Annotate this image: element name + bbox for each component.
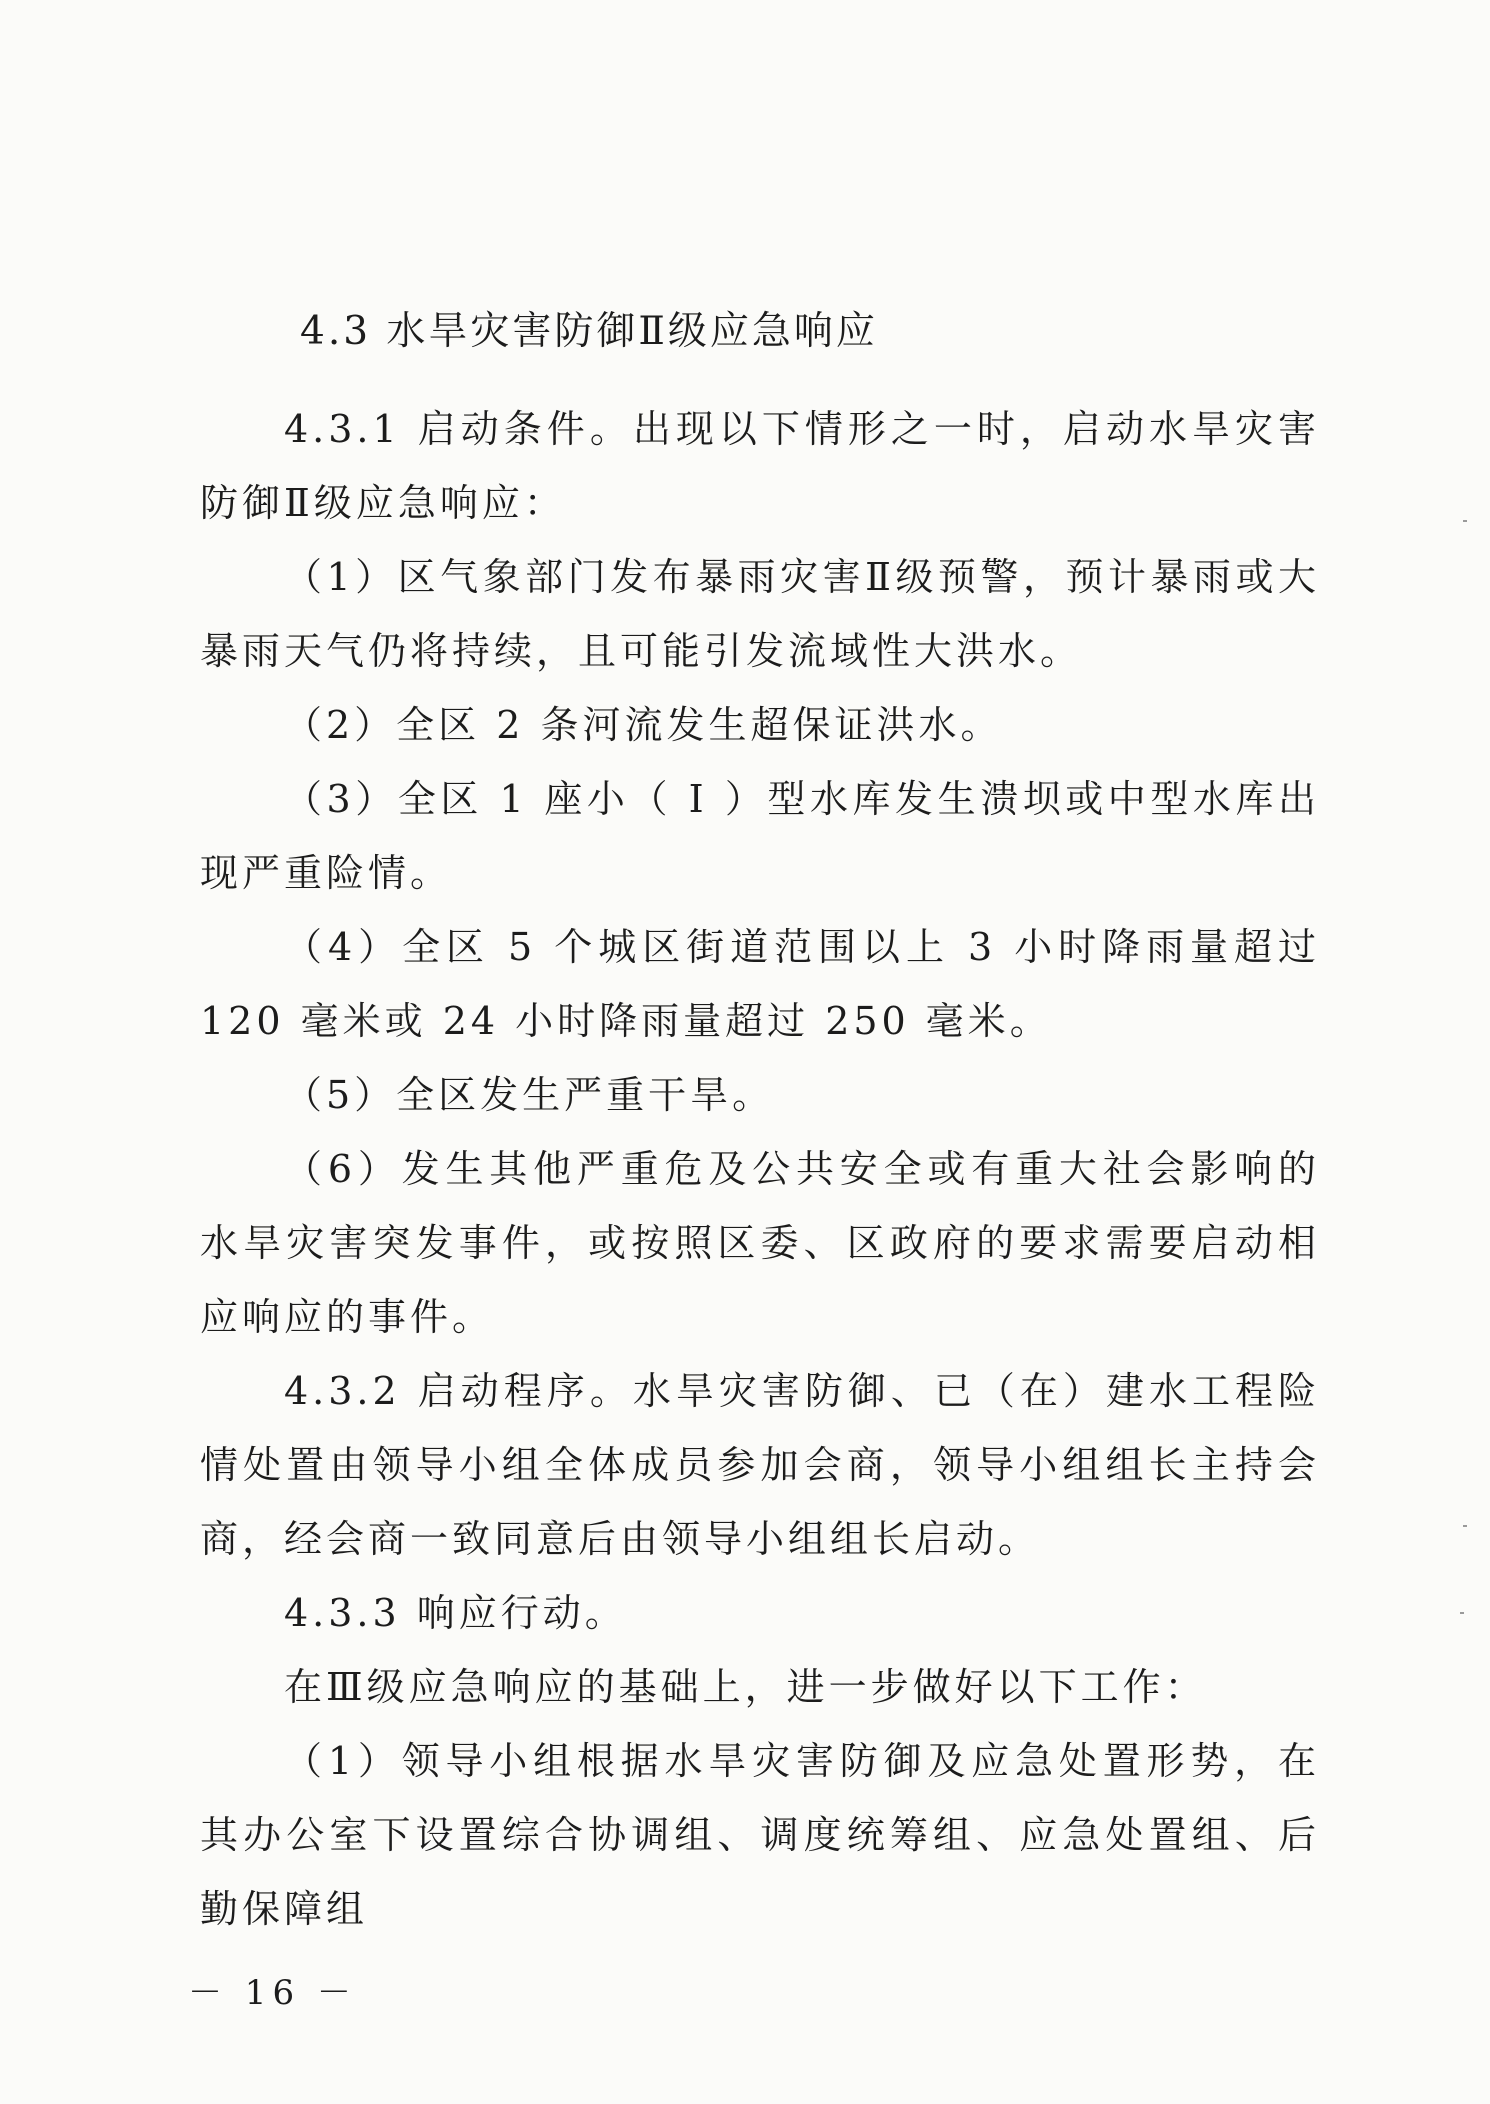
paragraph-condition-1: （1）区气象部门发布暴雨灾害Ⅱ级预警，预计暴雨或大暴雨天气仍将持续，且可能引发流域性大洪水。 (200, 555, 1320, 673)
paragraph-condition-6: （6）发生其他严重危及公共安全或有重大社会影响的水旱灾害突发事件，或按照区委、区政府的要求需要启动相应响应的事件。 (200, 1147, 1320, 1339)
paragraph-start-procedure: 4.3.2 启动程序。水旱灾害防御、已（在）建水工程险情处置由领导小组全体成员参加会商，领导小组组长主持会商，经会商一致同意后由领导小组组长启动。 (200, 1369, 1320, 1561)
paragraph-condition-3: （3）全区 1 座小（ Ⅰ ）型水库发生溃坝或中型水库出现严重险情。 (200, 777, 1320, 895)
paragraph-condition-2: （2）全区 2 条河流发生超保证洪水。 (284, 703, 1003, 747)
scan-speck (1463, 1525, 1467, 1527)
paragraph-response-actions: 4.3.3 响应行动。 (284, 1591, 627, 1635)
scan-speck (1460, 1612, 1464, 1614)
paragraph-condition-5: （5）全区发生严重干旱。 (284, 1073, 775, 1117)
scan-speck (1463, 520, 1467, 522)
paragraph-start-conditions: 4.3.1 启动条件。出现以下情形之一时，启动水旱灾害防御Ⅱ级应急响应： (200, 407, 1320, 525)
paragraph-condition-4: （4）全区 5 个城区街道范围以上 3 小时降雨量超过 120 毫米或 24 小时降雨量超过 250 毫米。 (200, 925, 1320, 1043)
paragraph-response-item-1: （1）领导小组根据水旱灾害防御及应急处置形势，在其办公室下设置综合协调组、调度统筹组、应急处置组、后勤保障组 (200, 1739, 1320, 1931)
page-number: － 16 － (188, 1973, 357, 2013)
section-heading: 4.3 水旱灾害防御Ⅱ级应急响应 (300, 309, 878, 354)
paragraph-response-basis: 在Ⅲ级应急响应的基础上，进一步做好以下工作： (284, 1665, 1207, 1709)
